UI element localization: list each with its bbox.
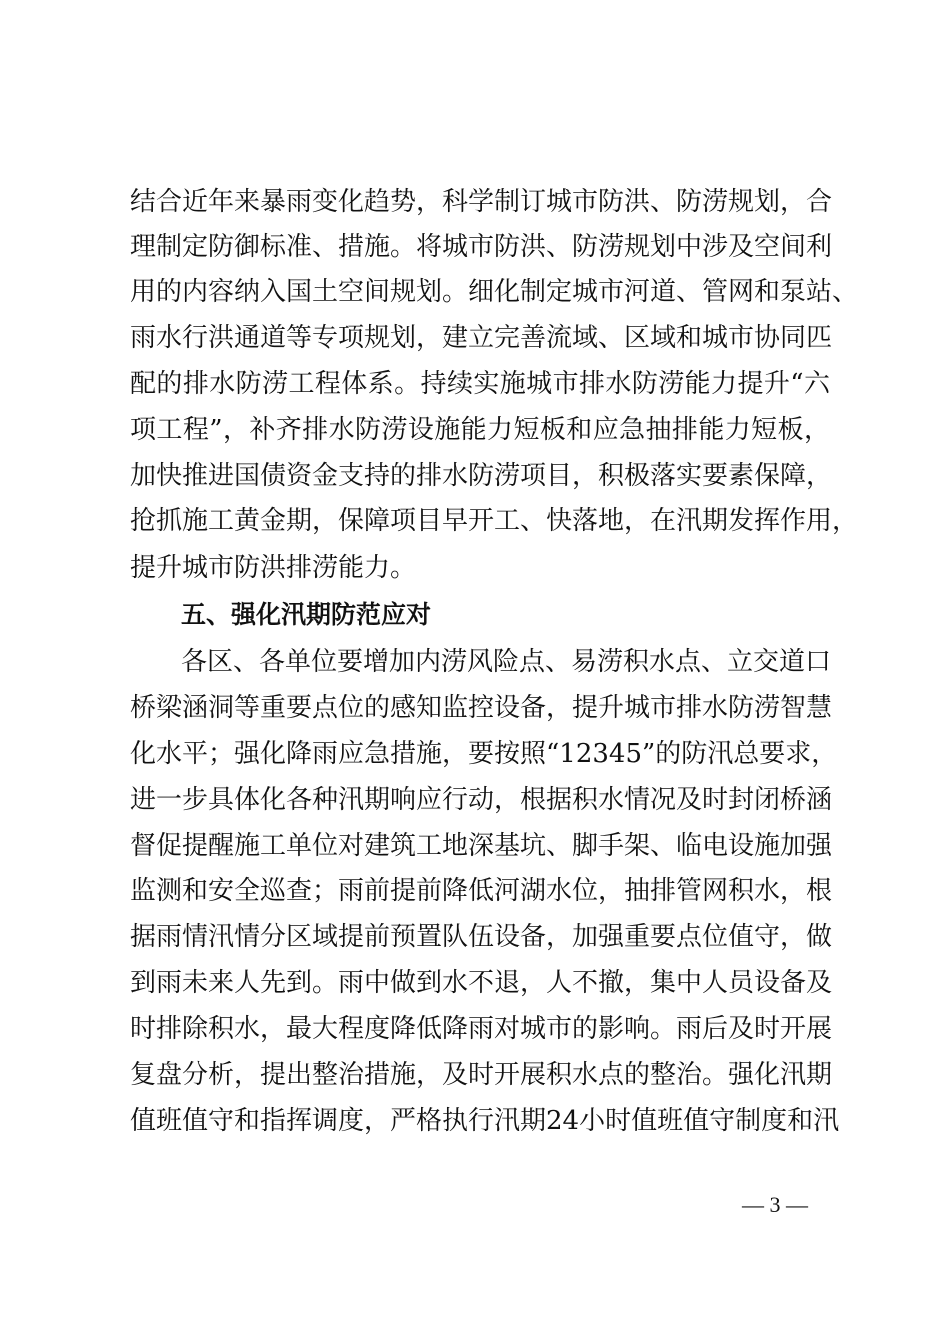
paragraph-line: 用的内容纳入国土空间规划。细化制定城市河道、管网和泵站、 [130, 277, 859, 307]
paragraph-line: 加快推进国债资金支持的排水防涝项目，积极落实要素保障， [130, 461, 833, 491]
paragraph-line: 到雨未来人先到。雨中做到水不退，人不撤，集中人员设备及 [130, 968, 833, 998]
paragraph-line: 时排除积水，最大程度降低降雨对城市的影响。雨后及时开展 [130, 1014, 833, 1044]
paragraph-line: 进一步具体化各种汛期响应行动，根据积水情况及时封闭桥涵 [130, 785, 833, 815]
paragraph-line: 据雨情汛情分区域提前预置队伍设备，加强重要点位值守，做 [130, 922, 833, 952]
paragraph-line: 化水平；强化降雨应急措施，要按照“12345”的防汛总要求， [130, 739, 838, 769]
paragraph-line: 抢抓施工黄金期，保障项目早开工、快落地，在汛期发挥作用， [130, 506, 859, 536]
paragraph-line: 配的排水防涝工程体系。持续实施城市排水防涝能力提升“六 [130, 369, 830, 399]
paragraph-line: 理制定防御标准、措施。将城市防洪、防涝规划中涉及空间利 [130, 232, 833, 262]
page-number: — 3 — [742, 1192, 808, 1217]
paragraph-line: 结合近年来暴雨变化趋势，科学制订城市防洪、防涝规划，合 [130, 187, 833, 217]
paragraph-line: 提升城市防洪排涝能力。 [130, 553, 417, 583]
paragraph-line: 各区、各单位要增加内涝风险点、易涝积水点、立交道口 [181, 647, 832, 677]
paragraph-line: 值班值守和指挥调度，严格执行汛期24小时值班值守制度和汛 [130, 1106, 840, 1136]
paragraph-line: 督促提醒施工单位对建筑工地深基坑、脚手架、临电设施加强 [130, 831, 833, 861]
paragraph-line: 雨水行洪通道等专项规划，建立完善流域、区域和城市协同匹 [130, 323, 833, 353]
section-heading: 五、强化汛期防范应对 [181, 600, 432, 629]
paragraph-line: 项工程”，补齐排水防涝设施能力短板和应急抽排能力短板， [130, 415, 830, 445]
paragraph-line: 桥梁涵洞等重要点位的感知监控设备，提升城市排水防涝智慧 [130, 693, 833, 723]
paragraph-line: 监测和安全巡查；雨前提前降低河湖水位，抽排管网积水，根 [130, 876, 833, 906]
paragraph-line: 复盘分析，提出整治措施，及时开展积水点的整治。强化汛期 [130, 1060, 833, 1090]
